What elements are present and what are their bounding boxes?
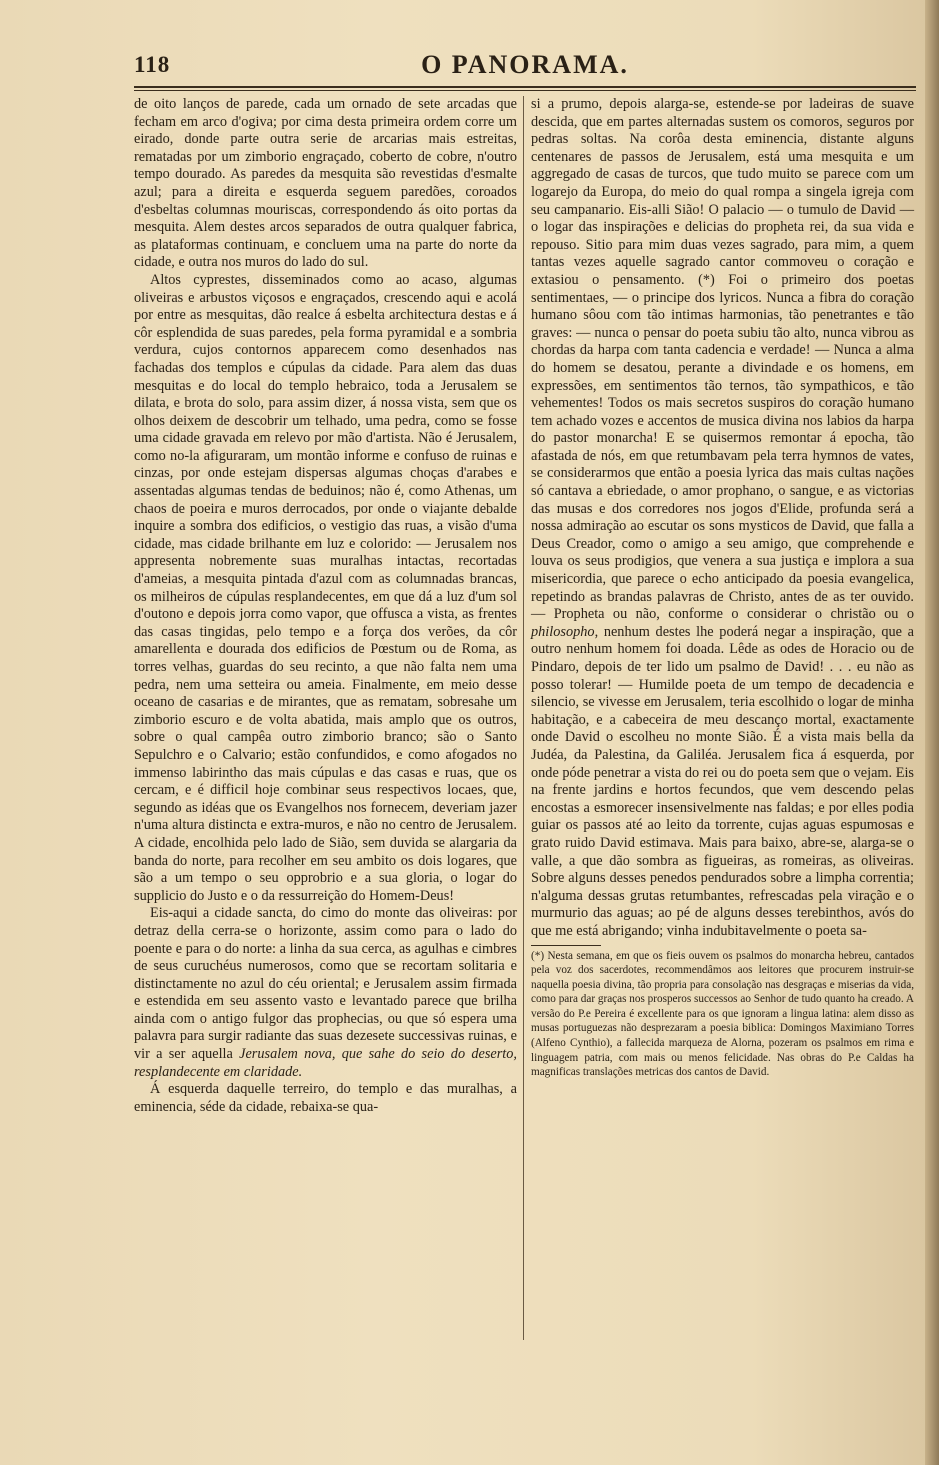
footnote: (*) Nesta semana, em que os fieis ouvem os psalmos do monarcha hebreu, cantados pela voz dos sacerdotes, recommendâmos aos leitores que procurem instruir-se naquella poesia divina, tão propria para consolação nas desgraças e miserias da vida, como para dar graças nos prosperos successos ao Senhor de tudo quanto ha creado. A versão do P.e Pereira é excellente para os que ignoram a lingua latina: alem disso as musas portuguezas não desprezaram a poesia biblica: Domingos Maximiano Torres (Alfeno Cynthio), a fallecida marqueza de Alorna, pozeram os psalmos em rima e linguagem patria, com mais ou menos felicidade. Nas obras do P.e Caldas ha magnificas translações metricas dos cantos de David. xyxy=(531,949,914,1079)
page-edge xyxy=(925,0,939,1465)
paragraph: Altos cyprestes, disseminados como ao acaso, algumas oliveiras e arbustos viçosos e engraçados, crescendo aqui e acolá por entre as mesquitas, dão realce á esbelta architectura destas e á côr esplendida de suas paredes, pela forma pyramidal e a sombria verdura, cujos contornos apparecem como desenhados nas fachadas dos templos e cúpulas da cidade. Para alem das duas mesquitas e do local do templo hebraico, toda a Jerusalem se dilata, e brota do solo, para assim dizer, á nossa vista, sem que os olhos deixem de descobrir um telhado, uma pedra, como se fosse uma cidade gravada em relevo por mão d'artista. Não é Jerusalem, como no-la afiguraram, um montão informe e confuso de ruinas e cinzas, por onde estejam dispersas algumas choças d'arabes e assentadas algumas tendas de beduinos; não é, como Athenas, um chaos de poeira e muros derrocados, por onde o viajante debalde inquire a sombra dos edificios, o vestigio das ruas, a visão d'uma cidade, mas cidade brilhante em luz e colorido: — Jerusalem nos appresenta nobremente suas muralhas intactas, recortadas d'ameias, a mesquita pintada d'azul com as columnadas brancas, os milheiros de cúpulas resplandecentes, em que dá a luz d'um sol d'outono e depois jorra como vapor, que offusca a vista, as frentes das casas tingidas, pelo tempo e a força dos verões, da côr amarellenta e dourada dos edificios de Pœstum ou de Roma, as torres velhas, guardas do seu recinto, a que não falta nem uma pedra, nem uma setteira ou ameia. Finalmente, em meio desse oceano de casarias e de mirantes, que as rematam, sobresahe um zimborio escuro e de volta abatida, mais amplo que os outros, sobre o qual campêa outro zimborio branco; são o Santo Sepulchro e o Calvario; estão confundidos, e como afogados no immenso labirintho das mais cúpulas e das casas e ruas, que os cercam, e é difficil hoje combinar seus respectivos locaes, que, segundo as idéas que os Evangelhos nos fornecem, deveriam jazer n'uma altura distincta e extra-muros, e não no centro de Jerusalem. A cidade, encolhida pelo lado de Sião, sem duvida se alargaria da banda do norte, para recolher em seu ambito os dois logares, que são a um tempo o seu opprobrio e a sua gloria, o logar do supplicio do Justo e o da ressurreição do Homem-Deus! xyxy=(134,271,517,904)
paragraph-text: Eis-aqui a cidade sancta, do cimo do monte das oliveiras: por detraz della cerra-se o horizonte, assim como para o lado do poente e para o do norte: a linha da sua cerca, as agulhas e cimbres de seus curuchéus numerosos, como que se recortam solitaria e distinctamente no azul do céu oriental; e Jerusalem assim firmada e estendida em seu assento vasto e levantado parece que brilha ainda com o antigo fulgor das prophecias, ou que só espera uma palavra para surgir radiante das suas dezesete successivas ruinas, e vir a ser aquella xyxy=(134,905,517,1063)
right-column xyxy=(531,96,914,1080)
paragraph xyxy=(531,96,914,941)
journal-title: O PANORAMA. xyxy=(421,50,629,79)
paragraph: de oito lanços de parede, cada um ornado de sete arcadas que fecham em arco d'ogiva; por cima desta primeira ordem corre um eirado, donde parte outra serie de arcarias mais estreitas, rematadas por um zimborio engraçado, coberto de cobre, n'outro tempo dourado. As paredes da mesquita são revestidas d'esmalte azul; para a direita e esquerda seguem paredões, coroados d'esbeltas columnas mouriscas, correspondendo ás oito portas da mesquita. Alem destes arcos separados de outra qualquer fabrica, as plataformas continuam, e concluem uma na parte do norte da cidade, e outra nos muros do lado do sul. xyxy=(134,96,517,271)
column-divider xyxy=(523,96,524,1340)
footnote-rule xyxy=(531,945,601,946)
paragraph-italic: Jerusalem nova, que sahe do seio do deserto, resplandecente em claridade. xyxy=(134,1046,517,1080)
paragraph-text: , nenhum destes lhe poderá negar a inspiração, que a outro nenhum homem foi doada. Lêde as odes de Horacio ou de Pindaro, depois de ter lido um psalmo de David! . . . eu não as posso tolerar! — Humilde poeta de um tempo de decadencia e silencio, se vivesse em Jerusalem, teria escolhido o logar de minha habitação, e a cabeceira de meu descanço mortal, exactamente onde David o escolheu no monte Sião. É a vista mais bella da Judéa, da Palestina, da Galiléa. Jerusalem fica á esquerda, por onde póde penetrar a vista do rei ou do poeta sem que o vejam. Eis na frente jardins e hortos fecundos, que vem descendo pelas encostas a esmorecer insensivelmente nas faldas; e por elles podia guiar os passos até ao leito da torrente, cujas aguas espumosas e grato ruido David estimava. Mais para baixo, abre-se, alarga-se o valle, a que dão sombra as figueiras, as romeiras, as oliveiras. Sobre alguns desses penedos pendurados sobre a limpha correntia; n'alguma dessas grutas retumbantes, refrescadas pela viração e o murmurio das aguas; ao pé de alguns desses terebinthos, avós do que me está abrigando; vinha indubitavelmente o poeta sa- xyxy=(531,623,914,939)
paragraph: Á esquerda daquelle terreiro, do templo e das muralhas, a eminencia, séde da cidade, rebaixa-se qua- xyxy=(134,1081,517,1115)
header-rule xyxy=(134,86,916,88)
left-column xyxy=(134,96,517,1116)
header-rule-thin xyxy=(134,90,916,91)
page-header xyxy=(134,44,916,84)
paragraph-italic: philosopho xyxy=(531,623,595,640)
paragraph-text: si a prumo, depois alarga-se, estende-se por ladeiras de suave descida, que em partes alternadas sustem os comoros, seguros por pedras soltas. Na corôa desta eminencia, distante alguns centenares de passos de Jerusalem, está uma mesquita e um aggregado de casas de turcos, que tudo muito se parece com um logarejo da Europa, do meio do qual rompa a singela igreja com seu campanario. Eis-alli Sião! O palacio — o tumulo de David — o logar das inspirações e delicias do propheta rei, da sua vida e repouso. Sitio para mim duas vezes sagrado, para mim, a quem tantas vezes aquelle sagrado cantor commoveu o coração e extasiou o pensamento. (*) Foi o primeiro dos poetas sentimentaes, — o principe dos lyricos. Nunca a fibra do coração humano sôou com tão intimas harmonias, tão penetrantes e tão graves: — nunca o pensar do poeta subiu tão alto, nunca vibrou as chordas da harpa com tanta cadencia e verdade! — Nunca a alma do homem se desatou, perante a divindade e os homens, em expressões, em sentimentos tão ternos, tão sympathicos, e tão vehementes! Todos os mais secretos suspiros do coração humano tem achado vozes e accentos de musica divina nos labios da harpa do pastor monarcha! E se quisermos remontar á epocha, tão afastada de nós, em que retumbavam pela terra hymnos de vates, se considerarmos que então a poesia lyrica das mais cultas nações só cantava a ebriedade, o amor prophano, o sangue, e as victorias das musas e dos corredores nos jogos d'Elide, profunda será a nossa admiração ao escutar os sons mysticos de David, que falla a Deus Creador, como o amigo a seu amigo, que comprehende e louva os seus prodigios, que venera a sua justiça e implora a sua misericordia, que parece o echo anticipado da poesia evangelica, repetindo as brandas palavras de Christo, antes de as ter ouvido. — Propheta ou não, conforme o considerar o christão ou o xyxy=(531,96,914,623)
page-number: 118 xyxy=(134,52,171,77)
paragraph xyxy=(134,905,517,1081)
